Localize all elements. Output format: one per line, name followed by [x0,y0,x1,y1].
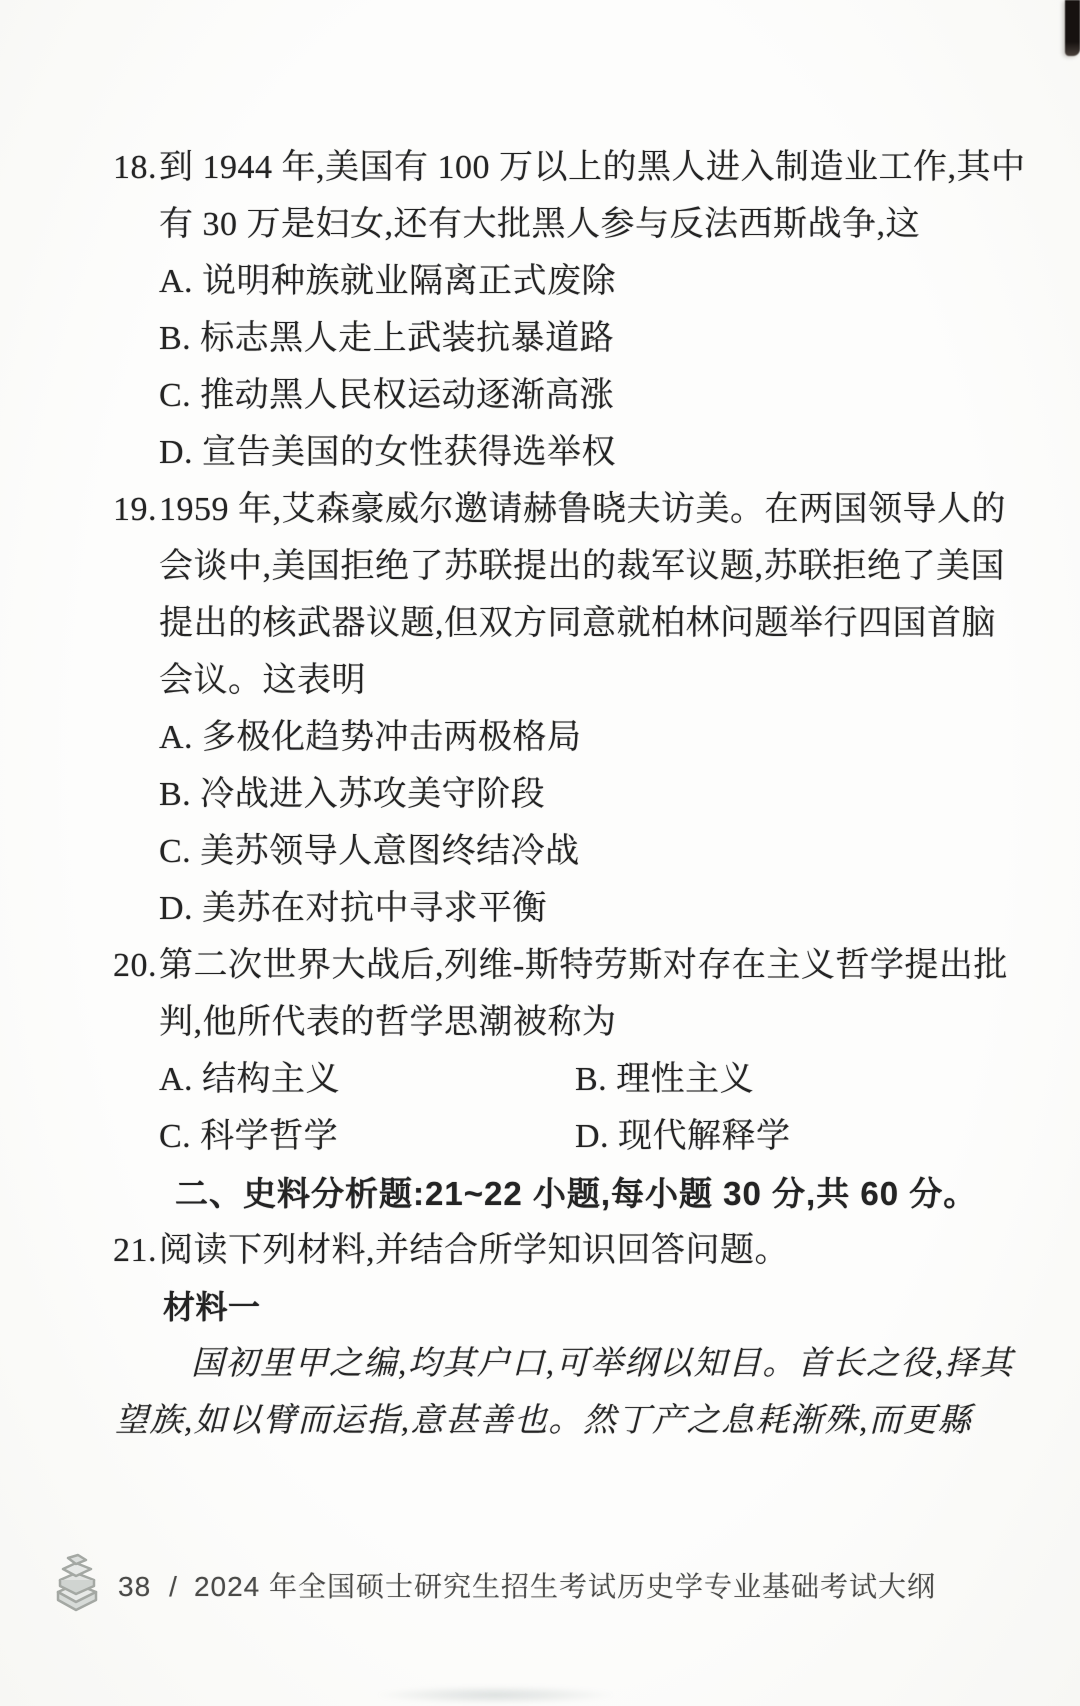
question-stem-line: 提出的核武器议题,但双方同意就柏林问题举行四国首脑 [159,605,996,642]
scan-smudge [378,1686,613,1704]
footer-separator: / [169,1571,178,1602]
question-21 [113,1222,1014,1450]
question-20 [113,937,1008,1165]
option-c: C. 美苏领导人意图终结冷战 [159,833,580,870]
material-text-line: 望族,如以臂而运指,意甚善也。然丁产之息耗渐殊,而更縣 [115,1403,973,1439]
question-stem-line: 判,他所代表的哲学思潮被称为 [159,1004,617,1041]
option-row [113,1051,943,1108]
option-b: B. 标志黑人走上武装抗暴道路 [159,320,615,357]
option-a: A. 结构主义 [159,1061,341,1098]
stem-text: 到 1944 年,美国有 100 万以上的黑人进入制造业工作,其中 [159,149,1026,186]
footer-text [118,1565,936,1605]
material-text-line: 国初里甲之编,均其户口,可举纲以知目。首长之役,择其 [191,1346,1014,1382]
question-stem-line: 有 30 万是妇女,还有大批黑人参与反法西斯战争,这 [159,206,920,243]
question-number: 20. [113,947,157,984]
document-title: 2024 年全国硕士研究生招生考试历史学专业基础考试大纲 [193,1571,937,1602]
option-c: C. 推动黑人民权运动逐渐高涨 [159,377,615,414]
option-b: B. 理性主义 [575,1061,755,1098]
option-b: B. 冷战进入苏攻美守阶段 [159,776,546,813]
scan-corner-mark [1065,0,1080,56]
material-label: 材料一 [163,1289,261,1325]
question-19 [113,481,1006,937]
option-d: D. 现代解释学 [575,1118,791,1155]
question-stem-line [113,139,1026,196]
question-stem-line: 会议。这表明 [159,662,366,699]
question-number: 19. [113,491,157,528]
option-a: A. 多极化趋势冲击两极格局 [159,719,582,756]
question-stem-line [113,481,1006,538]
option-row [113,1108,943,1165]
page-content [113,139,1026,1450]
option-d: D. 宣告美国的女性获得选举权 [159,434,617,471]
question-number: 21. [113,1232,157,1269]
question-number: 18. [113,149,157,186]
stem-text: 第二次世界大战后,列维-斯特劳斯对存在主义哲学提出批 [159,947,1008,984]
section-heading: 二、史料分析题:21~22 小题,每小题 30 分,共 60 分。 [175,1175,978,1212]
question-18 [113,139,1026,481]
stem-text: 阅读下列材料,并结合所学知识回答问题。 [159,1232,789,1269]
option-d: D. 美苏在对抗中寻求平衡 [159,890,548,927]
option-a: A. 说明种族就业隔离正式废除 [159,263,617,300]
question-stem-line: 会谈中,美国拒绝了苏联提出的裁军议题,苏联拒绝了美国 [159,548,1005,585]
stacked-books-icon [48,1552,104,1618]
page-number: 38 [118,1571,152,1602]
question-stem-line [113,1222,943,1279]
stem-text: 1959 年,艾森豪威尔邀请赫鲁晓夫访美。在两国领导人的 [159,491,1006,528]
option-c: C. 科学哲学 [159,1118,339,1155]
page-footer [48,1552,936,1618]
question-stem-line [113,937,1008,994]
